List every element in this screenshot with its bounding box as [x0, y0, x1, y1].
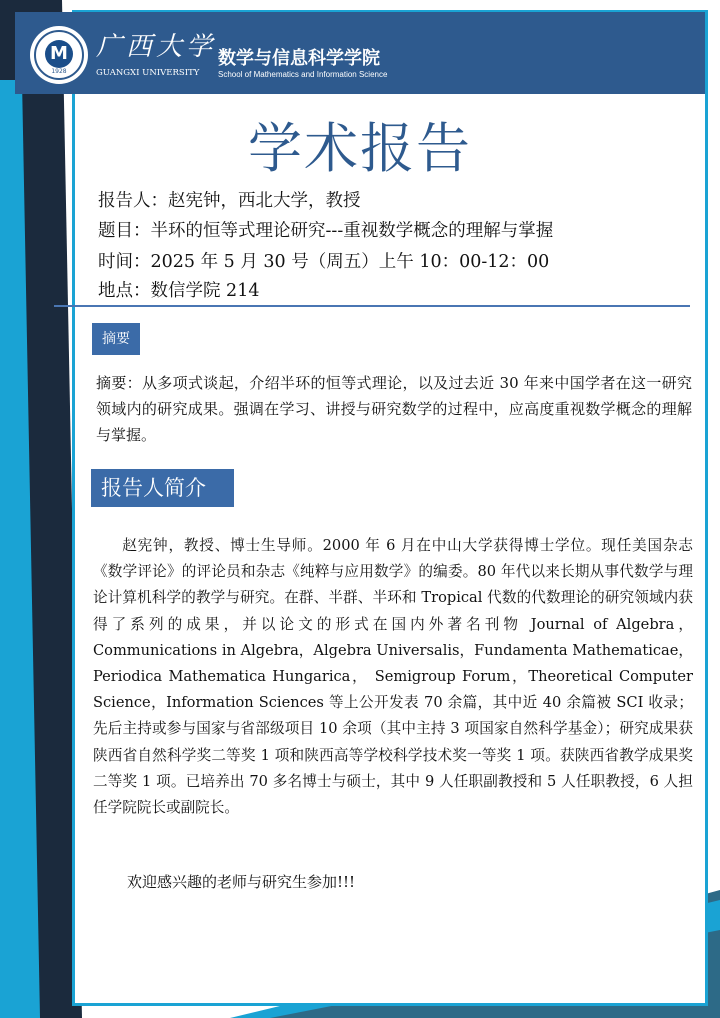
location-line: 地点：数信学院 214: [98, 281, 260, 301]
time-line: 时间：2025 年 5 月 30 号（周五）上午 10：00-12：00: [98, 252, 550, 272]
school-name-cn: 数学与信息科学学院: [218, 48, 380, 69]
topic-line: 题目：半环的恒等式理论研究---重视数学概念的理解与掌握: [98, 221, 554, 241]
welcome-text: 欢迎感兴趣的老师与研究生参加!!!: [127, 873, 356, 891]
speaker-line: 报告人：赵宪钟，西北大学，教授: [98, 191, 361, 211]
logo-year: 1928: [51, 68, 67, 75]
abstract-text: 摘要：从多项式谈起，介绍半环的恒等式理论，以及过去近 30 年来中国学者在这一研究领域内的研究成果。强调在学习、讲授与研究数学的过程中，应高度重视数学概念的理解与掌握。: [96, 374, 692, 444]
logo-letter: M: [45, 40, 73, 68]
school-name-en: School of Mathematics and Information Science: [218, 70, 388, 79]
section-divider: [54, 305, 690, 307]
university-name-cn: 广西大学: [96, 32, 217, 62]
university-name-en: GUANGXI UNIVERSITY: [96, 68, 200, 78]
bio-tag: 报告人简介: [91, 469, 234, 507]
university-logo: [30, 26, 88, 84]
page-title: 学术报告: [248, 117, 472, 180]
bio-text: 赵宪钟，教授、博士生导师。2000 年 6 月在中山大学获得博士学位。现任美国杂志《数学评论》的评论员和杂志《纯粹与应用数学》的编委。80 年代以来长期从事代数学与理论计算机科学的教学与研究。在群、半群、半环和 Tropical 代数的代数理论的研究领域内获得了系列的成果，并以论文的形式在国内外著名刊物 Journal of Algebra，Communications in Algebra，Algebra Universalis，Fundamenta Mathematicae， Periodica Mathematica Hungarica， Semigroup Forum，Theoretical Computer Science，Information Sciences 等上公开发表 70 余篇，其中近 40 余篇被 SCI 收录；先后主持或参与国家与省部级项目 10 余项（其中主持 3 项国家自然科学基金）；研究成果获陕西省自然科学奖二等奖 1 项和陕西高等学校科学技术奖一等奖 1 项。获陕西省教学成果奖二等奖 1 项。已培养出 70 多名博士与硕士，其中 9 人任职副教授和 5 人任职教授，6 人担任学院院长或副院长。: [93, 537, 693, 817]
abstract-tag: 摘要: [92, 323, 140, 355]
